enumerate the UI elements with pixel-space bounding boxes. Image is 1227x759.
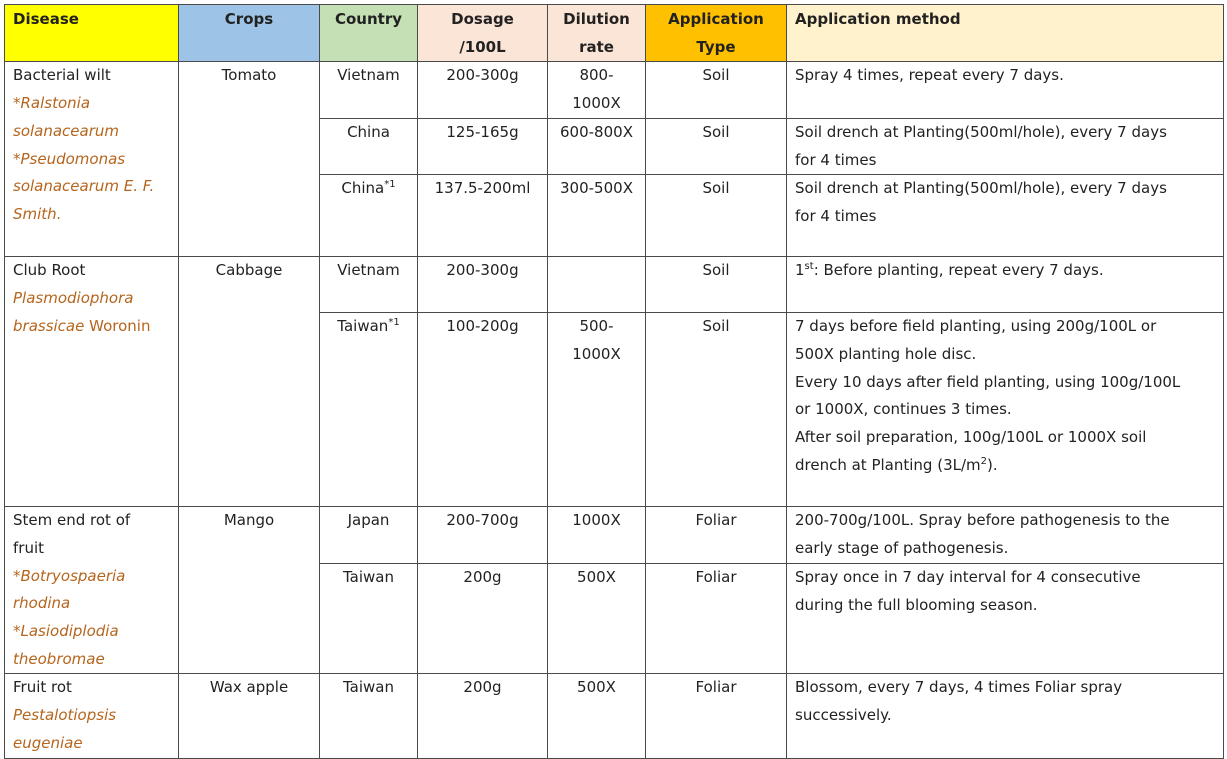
dosage-cell: 200g (418, 563, 548, 674)
application-type-cell: Soil (646, 175, 787, 257)
application-method-cell: Soil drench at Planting(500ml/hole), every 7 days for 4 times (787, 175, 1224, 257)
application-type-cell: Soil (646, 118, 787, 174)
application-type-cell: Foliar (646, 674, 787, 758)
country-cell: Vietnam (320, 257, 418, 313)
header-application-method: Application method (787, 5, 1224, 62)
dilution-cell: 500X (548, 563, 646, 674)
dilution-cell: 600-800X (548, 118, 646, 174)
crop-cell: Cabbage (179, 257, 320, 507)
application-method-cell: 200-700g/100L. Spray before pathogenesis to the early stage of pathogenesis. (787, 507, 1224, 564)
dosage-cell: 200g (418, 674, 548, 758)
footnote-marker: *1 (384, 179, 396, 191)
header-application-type: Application Type (646, 5, 787, 62)
application-type-cell: Soil (646, 313, 787, 507)
footnote-marker: *1 (388, 317, 400, 329)
disease-cell: Bacterial wilt *Ralstonia solanacearum *Pseudomonas solanacearum E. F. Smith. (5, 62, 179, 257)
application-method-cell: Spray 4 times, repeat every 7 days. (787, 62, 1224, 118)
application-method-cell: 7 days before field planting, using 200g/100L or 500X planting hole disc. Every 10 days after field planting, using 100g/100L or 1000X, continues 3 times. After soil preparation, 100g/100L or 1000X soil drench at Planting $(3L/m^2)$. (787, 313, 1224, 507)
country-cell: Taiwan$^{*1}$ (320, 313, 418, 507)
dilution-cell: 500X (548, 674, 646, 758)
application-method-cell: Blossom, every 7 days, 4 times Foliar spray successively. (787, 674, 1224, 758)
country-cell: Japan (320, 507, 418, 564)
dilution-cell: 1000X (548, 507, 646, 564)
crop-cell: Tomato (179, 62, 320, 257)
dilution-cell: 500-1000X (548, 313, 646, 507)
header-country: Country (320, 5, 418, 62)
dilution-cell: 300-500X (548, 175, 646, 257)
dosage-cell: 200-700g (418, 507, 548, 564)
disease-cell: Stem end rot of fruit *Botryospaeria rhodina *Lasiodiplodia theobromae (5, 507, 179, 674)
country-cell: Taiwan (320, 674, 418, 758)
application-type-cell: Foliar (646, 507, 787, 564)
header-dilution: Dilution rate (548, 5, 646, 62)
disease-cell: Club Root Plasmodiophora brassicae Woronin (5, 257, 179, 507)
country-cell: China$^{*1}$ (320, 175, 418, 257)
pesticide-application-table (4, 4, 1224, 759)
dosage-cell: 200-300g (418, 62, 548, 118)
header-row (5, 5, 1224, 62)
disease-cell: Fruit rot Pestalotiopsis eugeniae (5, 674, 179, 758)
table-row (5, 257, 1224, 313)
dilution-cell (548, 257, 646, 313)
dosage-cell: 125-165g (418, 118, 548, 174)
table-row (5, 507, 1224, 564)
country-cell: Taiwan (320, 563, 418, 674)
header-crops: Crops (179, 5, 320, 62)
country-cell: China (320, 118, 418, 174)
application-method-cell: Spray once in 7 day interval for 4 consecutive during the full blooming season. (787, 563, 1224, 674)
crop-cell: Wax apple (179, 674, 320, 758)
application-type-cell: Soil (646, 257, 787, 313)
table-row (5, 62, 1224, 118)
country-cell: Vietnam (320, 62, 418, 118)
header-disease: Disease (5, 5, 179, 62)
dosage-cell: 137.5-200ml (418, 175, 548, 257)
application-type-cell: Soil (646, 62, 787, 118)
crop-cell: Mango (179, 507, 320, 674)
dilution-cell: 800-1000X (548, 62, 646, 118)
application-type-cell: Foliar (646, 563, 787, 674)
application-method-cell: Soil drench at Planting(500ml/hole), every 7 days for 4 times (787, 118, 1224, 174)
dosage-cell: 200-300g (418, 257, 548, 313)
dosage-cell: 100-200g (418, 313, 548, 507)
application-method-cell: 1st: Before planting, repeat every 7 days. (787, 257, 1224, 313)
header-dosage: Dosage /100L (418, 5, 548, 62)
table-row (5, 674, 1224, 758)
